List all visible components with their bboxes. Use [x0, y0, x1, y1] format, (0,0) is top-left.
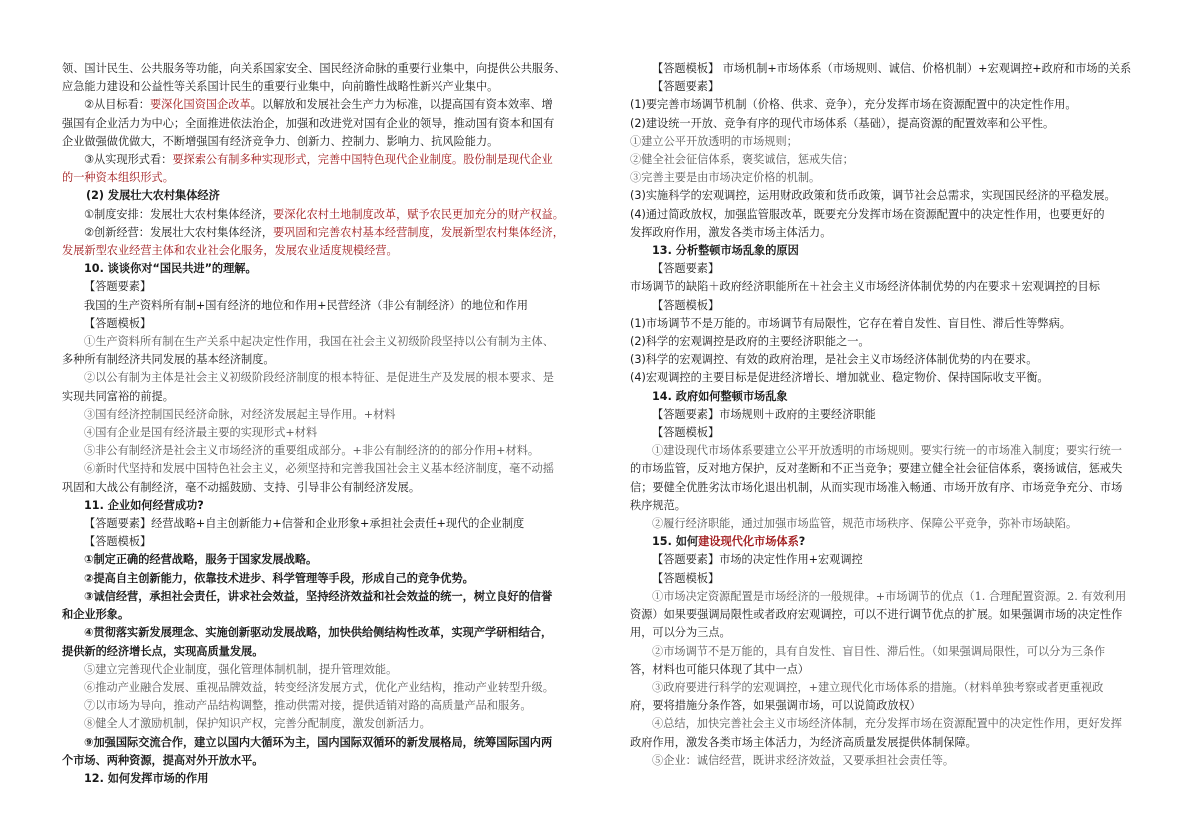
- text-line: 多种所有制经济共同发展的基本经济制度。: [62, 353, 275, 367]
- text-line: 11. 企业如何经营成功?: [84, 498, 204, 512]
- text-line: 用，可以分为三点。: [630, 626, 731, 640]
- text-line: 资源）如果要强调局限性或者政府宏观调控，可以不进行调节优点的扩展。如果强调市场的决定性作: [630, 608, 1123, 622]
- text-line: 我国的生产资料所有制+国有经济的地位和作用+民营经济（非公有制经济）的地位和作用: [84, 298, 528, 312]
- text-line: 【答题要素】: [84, 280, 152, 294]
- text-line: [62, 169, 570, 187]
- text-line: (3)实施科学的宏观调控，运用财政政策和货币政策，调节社会总需求，实现国民经济的平稳发展。: [630, 189, 1116, 203]
- highlighted-text: 要深化国资国企改革: [149, 98, 251, 112]
- text-line: (4)宏观调控的主要目标是促进经济增长、增加就业、稳定物价、保持国际收支平衡。: [630, 371, 1049, 385]
- text-line: ⑦以市场为导向，推动产品结构调整，推动供需对接，提供适销对路的高质量产品和服务。: [84, 699, 532, 713]
- text-line: 提供新的经济增长点，实现高质量发展。: [62, 644, 264, 658]
- text-span: ②从目标看：: [84, 98, 150, 112]
- highlighted-text: 的一种资本组织形式。: [62, 171, 174, 185]
- text-line: 府，要将措施分条作答，如果强调市场，可以说简政放权）: [630, 699, 921, 713]
- text-line: 答，材料也可能只体现了其中一点）: [630, 662, 810, 676]
- text-line: 和企业形象。: [62, 608, 130, 622]
- text-line: 12. 如何发挥市场的作用: [84, 771, 209, 785]
- text-line: ⑥新时代坚持和发展中国特色社会主义，必须坚持和完善我国社会主义基本经济制度，毫不动摇: [84, 462, 554, 476]
- text-span: 。以解放和发展社会生产力为标准，以提高国有资本效率、增: [250, 98, 553, 112]
- text-line: 巩固和大战公有制经济，毫不动摇鼓励、支持、引导非公有制经济发展。: [62, 480, 421, 494]
- text-line: (1)市场调节不是万能的。市场调节有局限性，它存在着自发性、盲目性、滞后性等弊病。: [630, 316, 1071, 330]
- highlighted-text: 建设现代化市场体系: [698, 535, 799, 549]
- text-line: (3)科学的宏观调控、有效的政府治理，是社会主义市场经济体制优势的内在要求。: [630, 353, 1038, 367]
- highlighted-text: 要深化农村土地制度改革，赋予农民更加充分的财产权益。: [273, 207, 564, 221]
- text-span: ①制度安排：发展壮大农村集体经济，: [84, 207, 274, 221]
- text-line: ②履行经济职能，通过加强市场监管，规范市场秩序、保障公平竞争，弥补市场缺陷。: [652, 517, 1078, 531]
- text-line: [62, 242, 570, 260]
- text-line: 【答题要素】: [652, 262, 720, 276]
- text-line: 市场调节的缺陷＋政府经济职能所在＋社会主义市场经济体制优势的内在要求＋宏观调控的目标: [630, 280, 1100, 294]
- text-line: (4)通过简政放权，加强监管服改革，既要充分发挥市场在资源配置中的决定性作用，也要更好的: [630, 207, 1105, 221]
- text-line: ②提高自主创新能力，依靠技术进步、科学管理等手段，形成自己的竞争优势。: [84, 571, 474, 585]
- text-line: 14. 政府如何整顿市场乱象: [652, 389, 788, 403]
- text-line: (1)要完善市场调节机制（价格、供求、竞争），充分发挥市场在资源配置中的决定性作用。: [630, 98, 1077, 112]
- text-line: [62, 206, 570, 224]
- text-line: (2) 发展壮大农村集体经济: [86, 189, 220, 203]
- text-line: ⑨加强国际交流合作，建立以国内大循环为主，国内国际双循环的新发展格局，统筹国际国内两: [84, 735, 553, 749]
- text-line: ①建设现代市场体系要建立公平开放透明的市场规则。要实行统一的市场准入制度；要实行统一: [652, 444, 1122, 458]
- highlighted-text: 要探索公有制多种实现形式，完善中国特色现代企业制度。股份制是现代企业: [172, 153, 553, 167]
- highlighted-text: 要巩固和完善农村基本经营制度，发展新型农村集体经济，: [273, 225, 564, 239]
- text-line: [62, 224, 570, 242]
- text-line: ①生产资料所有制在生产关系中起决定性作用，我国在社会主义初级阶段坚持以公有制为主体、: [84, 335, 554, 349]
- text-line: ⑤企业：诚信经营，既讲求经济效益，又要承担社会责任等。: [652, 753, 955, 767]
- text-line: 【答题要素】市场规则＋政府的主要经济职能: [652, 407, 876, 421]
- text-line: 【答题模板】: [652, 426, 720, 440]
- text-line: 【答题模板】 市场机制+市场体系（市场规则、诚信、价格机制）+宏观调控+政府和市场的关系: [652, 62, 1132, 75]
- text-line: ③政府要进行科学的宏观调控，+建立现代化市场体系的措施。（材料单独考察或者更重视政: [652, 680, 1104, 694]
- text-line: 【答题模板】: [84, 316, 152, 330]
- text-line: ⑧健全人才激励机制，保护知识产权，完善分配制度，激发创新活力。: [84, 717, 431, 731]
- text-line: [62, 96, 570, 114]
- text-line: ④贯彻落实新发展理念、实施创新驱动发展战略，加快供给侧结构性改革，实现产学研相结合，: [84, 626, 553, 640]
- text-line: ③完善主要是由市场决定价格的机制。: [630, 171, 821, 185]
- text-line: 应急能力建设和公益性等关系国计民生的重要行业集中，向前瞻性战略性新兴产业集中。: [62, 80, 499, 94]
- text-line: ②以公有制为主体是社会主义初级阶段经济制度的根本特征、是促进生产及发展的根本要求、是: [84, 371, 554, 385]
- text-span: ?: [798, 535, 806, 549]
- text-line: 的市场监管，反对地方保护，反对垄断和不正当竞争；要建立健全社会征信体系，褒扬诚信，惩戒失: [630, 462, 1123, 476]
- text-line: 【答题模板】: [84, 535, 152, 549]
- text-line: (2)建设统一开放、竞争有序的现代市场体系（基础），提高资源的配置效率和公平性。: [630, 116, 1055, 130]
- text-line: ④总结，加快完善社会主义市场经济体制，充分发挥市场在资源配置中的决定性作用，更好发挥: [652, 717, 1122, 731]
- text-line: 个市场、两种资源，提高对外开放水平。: [62, 753, 264, 767]
- text-line: 发挥政府作用，激发各类市场主体活力。: [630, 225, 832, 239]
- text-line: ⑤建立完善现代企业制度，强化管理体制机制，提升管理效能。: [84, 662, 398, 676]
- text-line: 企业做强做优做大，不断增强国有经济竞争力、创新力、控制力、影响力、抗风险能力。: [62, 134, 499, 148]
- text-line: [62, 151, 570, 169]
- text-line: ⑥推动产业融合发展、重视品牌效益，转变经济发展方式，优化产业结构，推动产业转型升级。: [84, 680, 554, 694]
- text-line: 【答题模板】: [652, 298, 720, 312]
- text-line: ④国有企业是国有经济最主要的实现形式+材料: [84, 426, 318, 440]
- right-column: [630, 60, 1140, 770]
- text-line: 实现共同富裕的前提。: [62, 389, 174, 403]
- text-line: ①建立公平开放透明的市场规则；: [630, 134, 798, 148]
- text-span: ③从实现形式看：: [84, 153, 173, 167]
- text-span: 15. 如何: [652, 535, 699, 549]
- text-line: ③诚信经营，承担社会责任，讲求社会效益，坚持经济效益和社会效益的统一，树立良好的信誉: [84, 589, 553, 603]
- text-line: 【答题要素】经营战略+自主创新能力+信誉和企业形象+承担社会责任+现代的企业制度: [84, 517, 525, 531]
- text-line: 信；要健全优胜劣汰市场化退出机制，从而实现市场准入畅通、市场开放有序、市场竞争充分、市场: [630, 480, 1123, 494]
- text-line: 【答题要素】: [652, 80, 720, 94]
- text-line: ⑤非公有制经济是社会主义市场经济的重要组成部分。+非公有制经济的的部分作用+材料。: [84, 444, 540, 458]
- text-line: [630, 533, 1140, 551]
- highlighted-text: 发展新型农业经营主体和农业社会化服务，发展农业适度规模经营。: [62, 244, 398, 258]
- text-span: ②创新经营：发展壮大农村集体经济，: [84, 225, 274, 239]
- text-line: 13. 分析整顿市场乱象的原因: [652, 244, 799, 258]
- text-line: ③国有经济控制国民经济命脉，对经济发展起主导作用。+材料: [84, 407, 396, 421]
- text-line: ②市场调节不是万能的，具有自发性、盲目性、滞后性。（如果强调局限性，可以分为三条作: [652, 644, 1106, 658]
- text-line: 10. 谈谈你对“国民共进”的理解。: [84, 262, 257, 276]
- text-line: 政府作用，激发各类市场主体活力，为经济高质量发展提供体制保障。: [630, 735, 977, 749]
- left-column: [62, 60, 570, 788]
- text-line: 秩序规范。: [630, 498, 686, 512]
- text-line: 领、国计民生、公共服务等功能，向关系国家安全、国民经济命脉的重要行业集中，向提供公共服务、: [62, 62, 566, 75]
- text-line: ②健全社会征信体系，褒奖诚信，惩戒失信；: [630, 153, 854, 167]
- text-line: 【答题要素】市场的决定性作用+宏观调控: [652, 553, 863, 567]
- text-line: ①制定正确的经营战略，服务于国家发展战略。: [84, 553, 318, 567]
- text-line: 【答题模板】: [652, 571, 720, 585]
- text-line: ①市场决定资源配置是市场经济的一般规律。+市场调节的优点（1. 合理配置资源。2. 有效利用: [652, 589, 1127, 603]
- text-line: 强国有企业活力为中心；全面推进依法治企，加强和改进党对国有企业的领导，推动国有资本和国有: [62, 116, 555, 130]
- text-line: (2)科学的宏观调控是政府的主要经济职能之一。: [630, 335, 870, 349]
